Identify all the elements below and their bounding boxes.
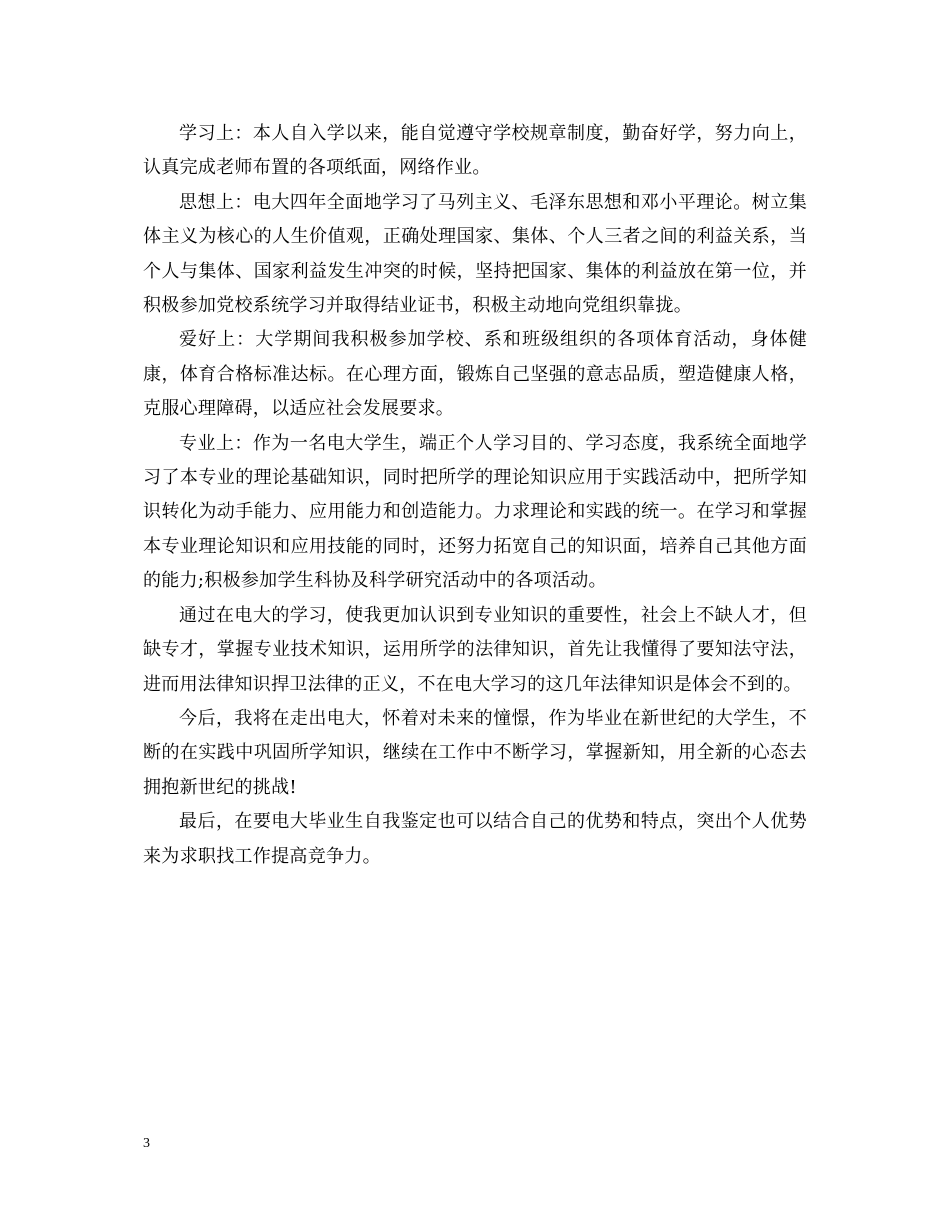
- document-body: [143, 117, 807, 874]
- paragraph-learning-outcome: 通过在电大的学习，使我更加认识到专业知识的重要性，社会上不缺人才，但缺专才，掌握专业技术知识，运用所学的法律知识，首先让我懂得了要知法守法，进而用法律知识捍卫法律的正义，不在电大学习的这几年法律知识是体会不到的。: [143, 604, 807, 695]
- paragraph-major: 专业上：作为一名电大学生，端正个人学习目的、学习态度，我系统全面地学习了本专业的理论基础知识，同时把所学的理论知识应用于实践活动中，把所学知识转化为动手能力、应用能力和创造能力。力求理论和实践的统一。在学习和掌握本专业理论知识和应用技能的同时，还努力拓宽自己的知识面，培养自己其他方面的能力;积极参加学生科协及科学研究活动中的各项活动。: [143, 432, 807, 592]
- paragraph-ideology: 思想上：电大四年全面地学习了马列主义、毛泽东思想和邓小平理论。树立集体主义为核心的人生价值观，正确处理国家、集体、个人三者之间的利益关系，当个人与集体、国家利益发生冲突的时候，坚持把国家、集体的利益放在第一位，并积极参加党校系统学习并取得结业证书，积极主动地向党组织靠拢。: [143, 191, 807, 317]
- paragraph-conclusion: 最后，在要电大毕业生自我鉴定也可以结合自己的优势和特点，突出个人优势来为求职找工作提高竞争力。: [143, 811, 807, 867]
- paragraph-study: 学习上：本人自入学以来，能自觉遵守学校规章制度，勤奋好学，努力向上，认真完成老师布置的各项纸面，网络作业。: [143, 123, 807, 179]
- paragraph-hobbies: 爱好上：大学期间我积极参加学校、系和班级组织的各项体育活动，身体健康，体育合格标准达标。在心理方面，锻炼自己坚强的意志品质，塑造健康人格，克服心理障碍，以适应社会发展要求。: [143, 329, 807, 420]
- page-number: 3: [143, 1136, 150, 1151]
- paragraph-future: 今后，我将在走出电大，怀着对未来的憧憬，作为毕业在新世纪的大学生，不断的在实践中巩固所学知识，继续在工作中不断学习，掌握新知，用全新的心态去拥抱新世纪的挑战!: [143, 707, 807, 798]
